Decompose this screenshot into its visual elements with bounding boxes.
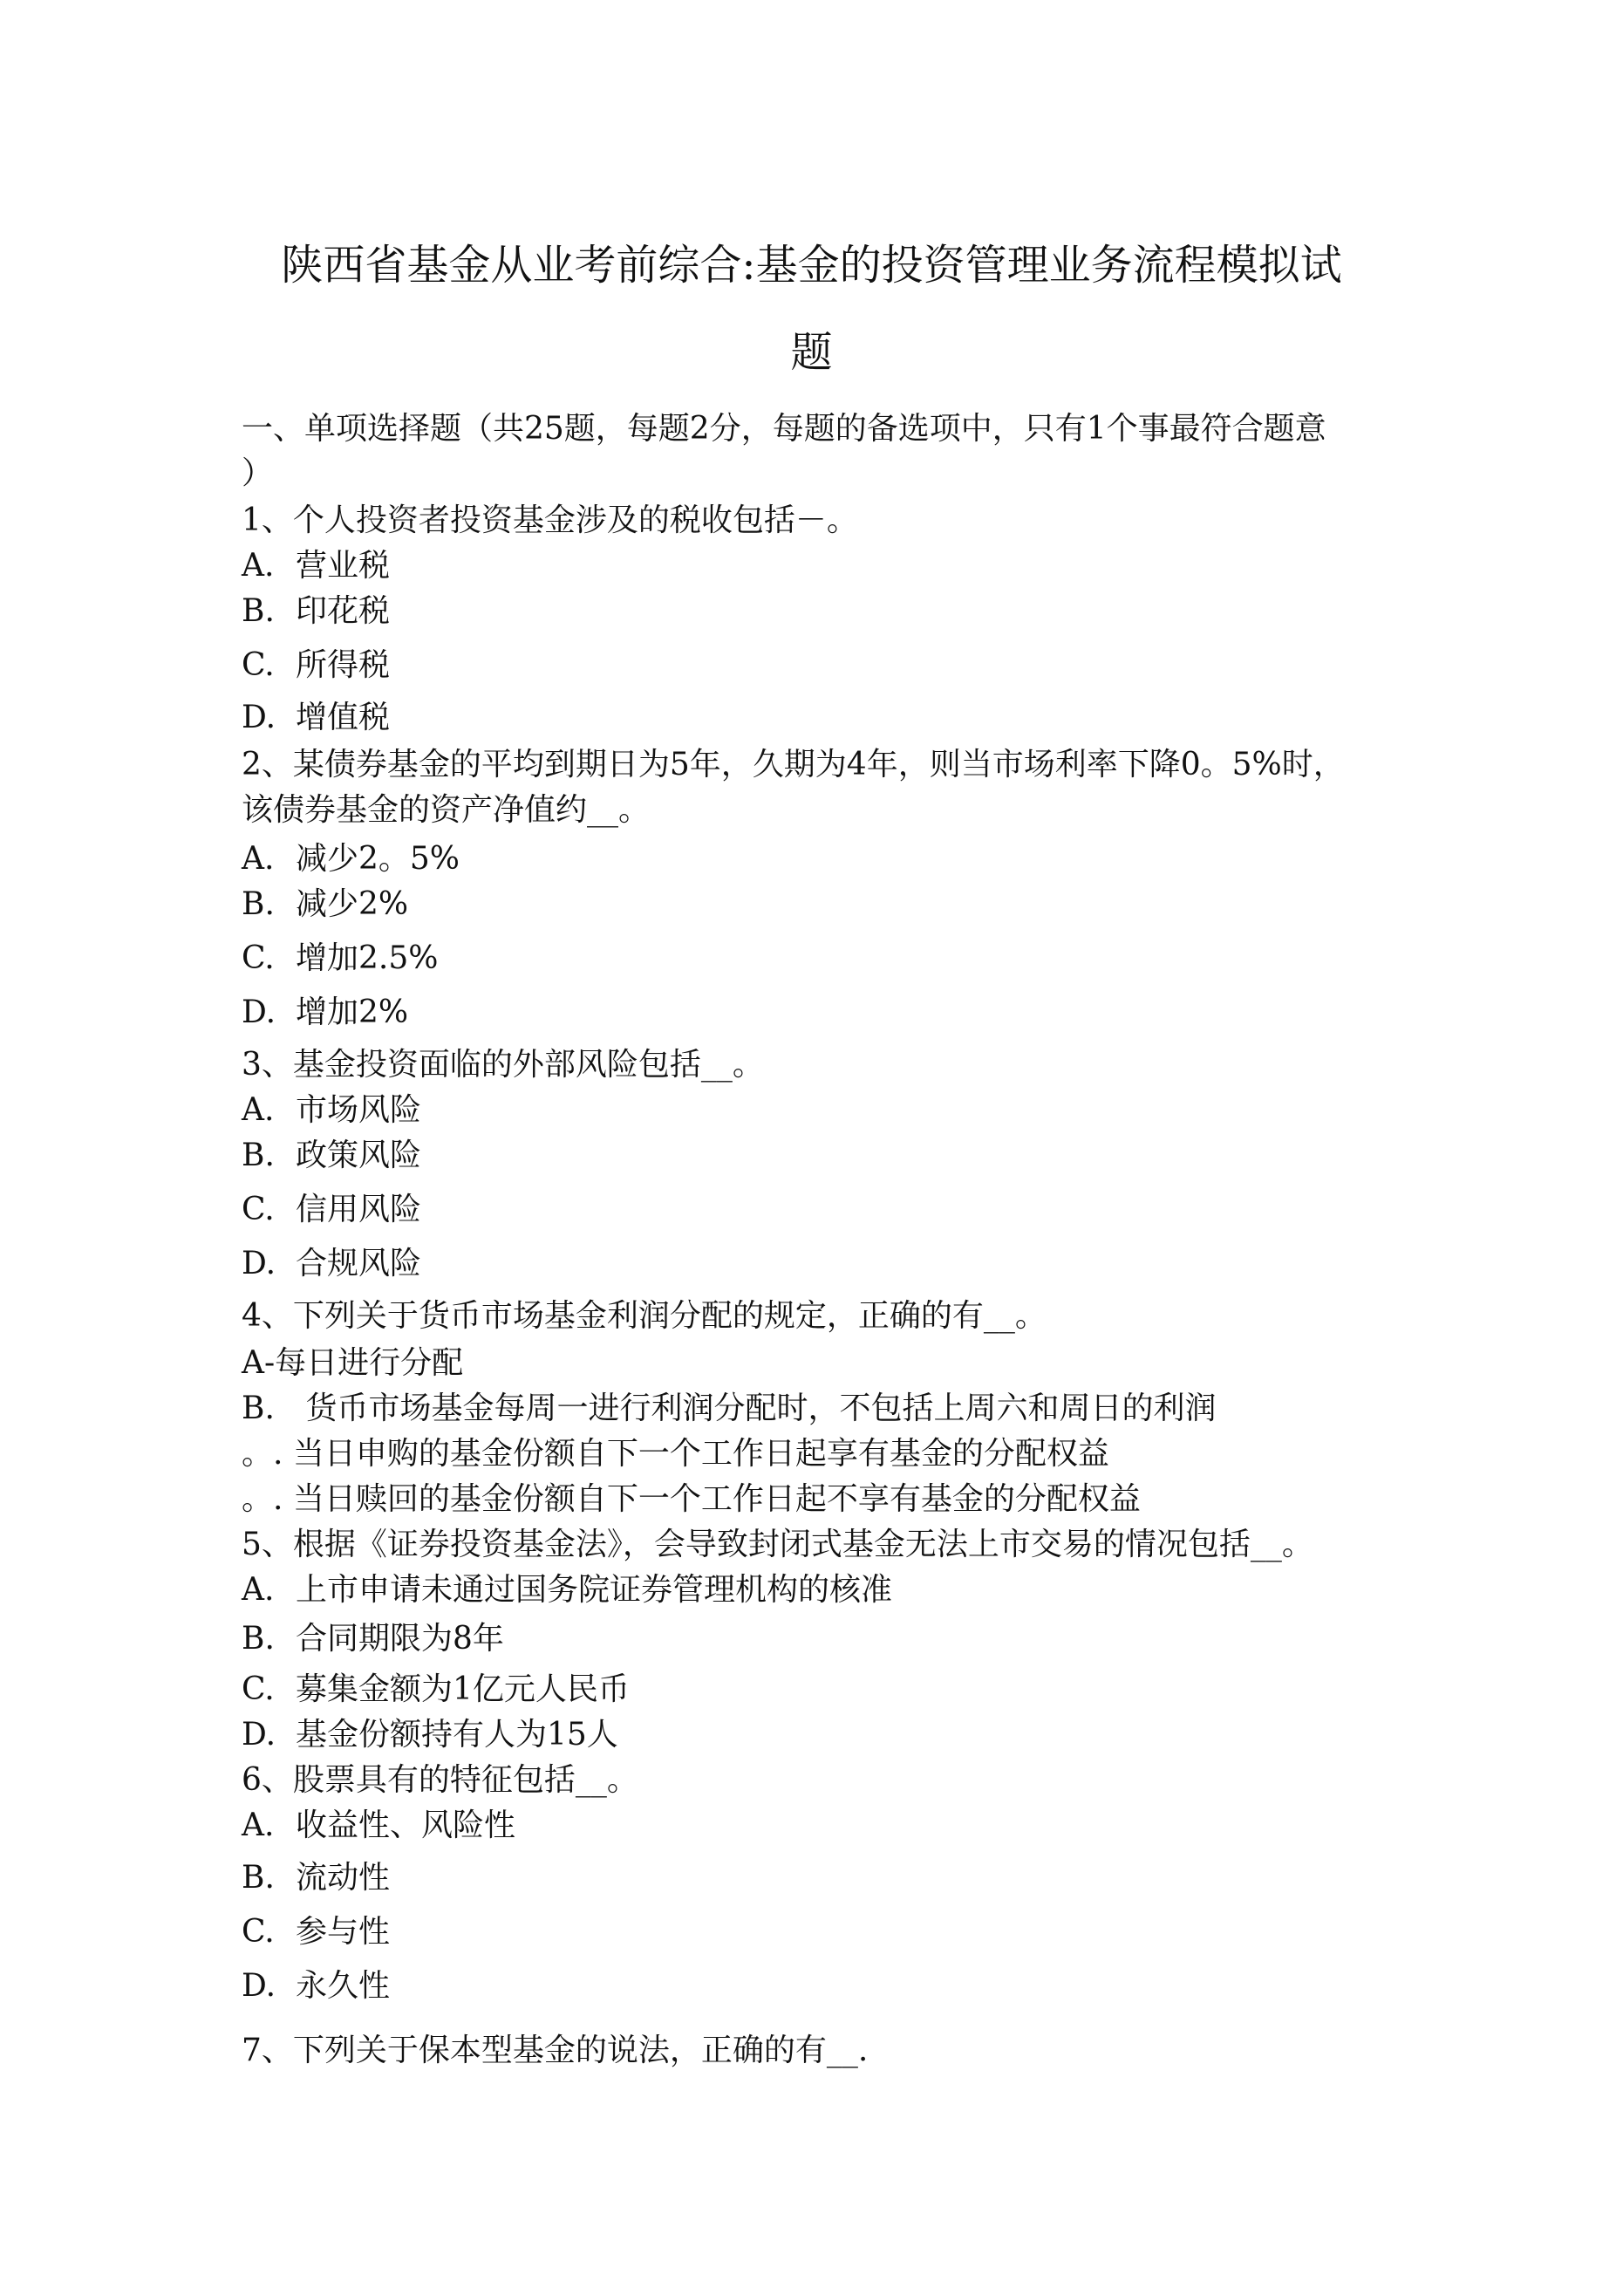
question-2-option-a	[242, 840, 460, 878]
question-6-option-a	[242, 1807, 515, 1845]
option-letter: B.	[242, 1138, 275, 1173]
option-letter: B.	[242, 1391, 275, 1426]
option-text: 。. 当日申购的基金份额自下一个工作日起享有基金的分配权益	[242, 1436, 1109, 1472]
question-5-option-c	[242, 1671, 630, 1709]
option-letter: B.	[242, 1621, 275, 1657]
option-letter: B.	[242, 1860, 275, 1896]
question-4-option-c	[242, 1435, 1109, 1473]
question-2-option-b	[242, 885, 408, 924]
option-letter: C.	[242, 647, 275, 683]
question-5-option-b	[242, 1620, 504, 1658]
document-title-line-2: 题	[790, 328, 833, 377]
question-4-option-b	[242, 1390, 1216, 1428]
question-3-stem: 3、基金投资面临的外部风险包括__。	[242, 1047, 764, 1083]
option-text: 政策风险	[296, 1138, 422, 1173]
option-letter: B.	[242, 886, 275, 922]
option-text: 上市申请未通过国务院证券管理机构的核准	[296, 1572, 893, 1608]
question-1-option-d	[242, 699, 390, 737]
option-text: 增值税	[296, 700, 391, 735]
question-3-option-d	[242, 1245, 421, 1283]
question-3-option-b	[242, 1137, 421, 1175]
option-text: 货币市场基金每周一进行利润分配时，不包括上周六和周日的利润	[296, 1391, 1217, 1426]
option-text: 增加2%	[296, 994, 409, 1030]
question-3-option-c	[242, 1191, 421, 1229]
option-letter: A.	[242, 841, 275, 877]
option-letter: C.	[242, 1192, 275, 1227]
question-4-stem: 4、下列关于货币市场基金利润分配的规定，正确的有__。	[242, 1298, 1047, 1334]
question-7-stem: 7、下列关于保本型基金的说法，正确的有__.	[242, 2033, 869, 2068]
question-1-option-c	[242, 646, 390, 685]
question-2-stem: 2、某债券基金的平均到期日为5年，久期为4年，则当市场利率下降0。5%时，	[242, 747, 1345, 782]
option-text: 减少2%	[296, 886, 409, 922]
option-letter: D.	[242, 994, 276, 1030]
option-letter: C.	[242, 1671, 275, 1707]
option-text: 所得税	[296, 647, 391, 683]
option-text: 募集金额为1亿元人民币	[296, 1671, 630, 1707]
option-text: 信用风险	[296, 1192, 422, 1227]
question-5-option-a	[242, 1571, 892, 1609]
option-text: 收益性、风险性	[296, 1807, 516, 1843]
option-text: 合规风险	[296, 1246, 422, 1281]
question-2-option-d	[242, 994, 408, 1032]
question-2-option-c	[242, 940, 438, 978]
option-text: 减少2。5%	[296, 841, 460, 877]
option-text: 印花税	[296, 593, 391, 629]
question-1-option-b	[242, 592, 390, 631]
option-letter: D.	[242, 1717, 276, 1753]
option-text: A-每日进行分配	[242, 1345, 464, 1381]
option-letter: D.	[242, 700, 276, 735]
question-6-stem: 6、股票具有的特征包括__。	[242, 1762, 638, 1798]
option-text: 增加2.5%	[296, 940, 439, 976]
option-text: 永久性	[296, 1968, 391, 2004]
question-1-stem: 1、个人投资者投资基金涉及的税收包括－。	[242, 502, 858, 538]
question-4-option-d	[242, 1480, 1141, 1519]
option-letter: A.	[242, 1807, 275, 1843]
option-letter: D.	[242, 1968, 276, 2004]
question-3-option-a	[242, 1091, 421, 1130]
question-5-stem: 5、根据《证券投资基金法》，会导致封闭式基金无法上市交易的情况包括__。	[242, 1527, 1313, 1562]
option-text: 合同期限为8年	[296, 1621, 504, 1657]
option-text: 基金份额持有人为15人	[296, 1717, 618, 1753]
question-1-option-a	[242, 547, 390, 585]
document-title-line-1: 陕西省基金从业考前综合:基金的投资管理业务流程模拟试	[281, 241, 1342, 290]
option-text: 营业税	[296, 548, 391, 584]
option-letter: A.	[242, 1092, 275, 1128]
option-letter: C.	[242, 1914, 275, 1950]
option-text: 市场风险	[296, 1092, 422, 1128]
section-heading-continued: ）	[242, 455, 274, 491]
option-letter: A.	[242, 548, 275, 584]
option-letter: C.	[242, 940, 275, 976]
question-6-option-b	[242, 1859, 390, 1897]
option-letter: A.	[242, 1572, 275, 1608]
section-heading: 一、单项选择题（共25题，每题2分，每题的备选项中，只有1个事最符合题意	[242, 411, 1326, 447]
option-letter: D.	[242, 1246, 276, 1281]
option-letter: B.	[242, 593, 275, 629]
question-6-option-d	[242, 1967, 390, 2006]
option-text: 。. 当日赎回的基金份额自下一个工作日起不享有基金的分配权益	[242, 1481, 1141, 1517]
option-text: 流动性	[296, 1860, 391, 1896]
question-4-option-a	[242, 1344, 463, 1383]
question-6-option-c	[242, 1913, 390, 1951]
question-2-stem-continued: 该债券基金的资产净值约__。	[242, 792, 651, 828]
question-5-option-d	[242, 1716, 618, 1754]
option-text: 参与性	[296, 1914, 391, 1950]
